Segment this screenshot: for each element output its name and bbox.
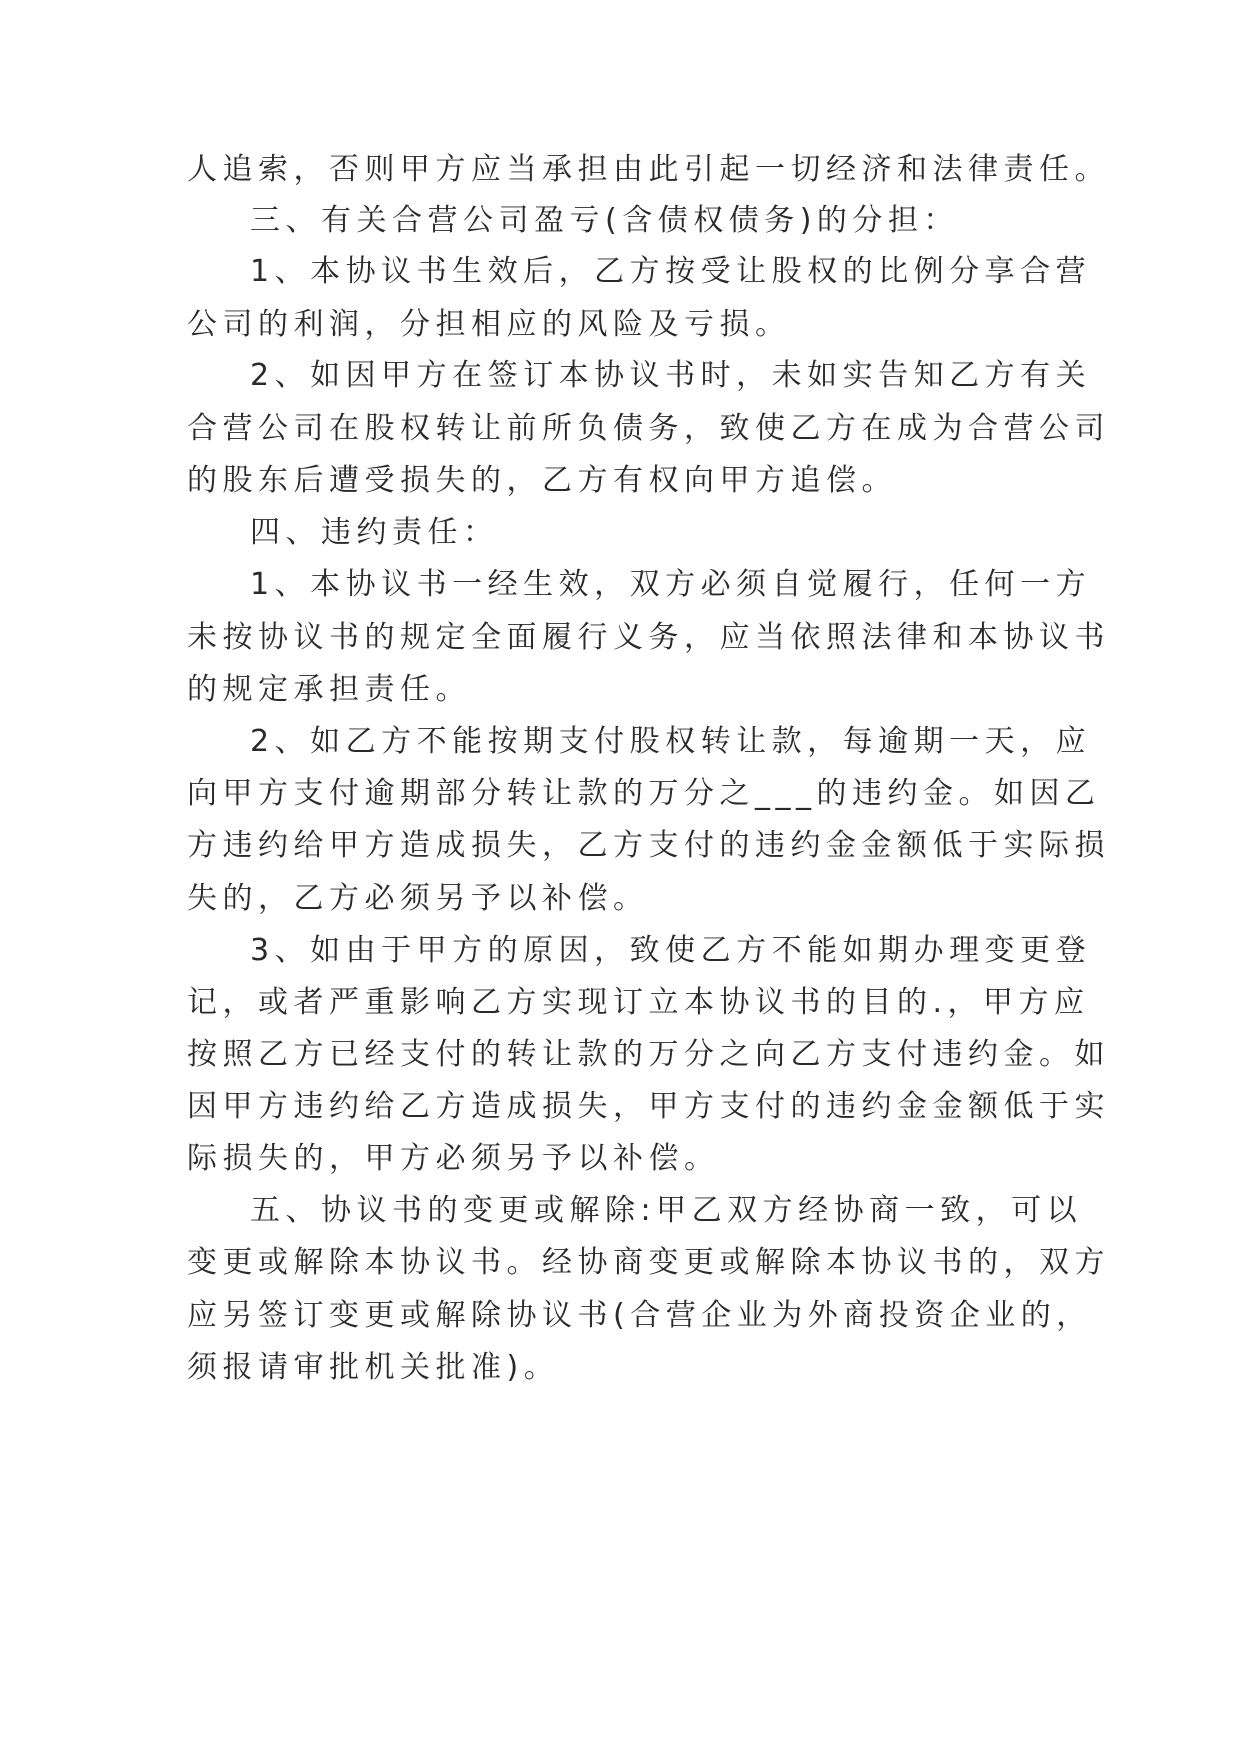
text-line-24: 须报请审批机关批准)。 (187, 1350, 560, 1385)
section-heading-4: 四、违约责任： (250, 515, 499, 550)
text-line-19: 因甲方违约给乙方造成损失，甲方支付的违约金金额低于实 (187, 1089, 1110, 1124)
text-line-14: 方违约给甲方造成损失，乙方支付的违约金金额低于实际损 (187, 828, 1110, 863)
section-heading-5: 五、协议书的变更或解除:甲乙双方经协商一致，可以 (250, 1193, 1083, 1228)
text-line-10: 未按协议书的规定全面履行义务，应当依照法律和本协议书 (187, 620, 1110, 655)
text-line-18: 按照乙方已经支付的转让款的万分之向乙方支付违约金。如 (187, 1037, 1110, 1072)
text-line-22: 变更或解除本协议书。经协商变更或解除本协议书的，双方 (187, 1245, 1110, 1280)
text-line-1: 人追索，否则甲方应当承担由此引起一切经济和法律责任。 (187, 152, 1110, 187)
text-line-17: 记，或者严重影响乙方实现订立本协议书的目的.，甲方应 (187, 985, 1090, 1020)
text-line-3: 1、本协议书生效后，乙方按受让股权的比例分享合营 (250, 254, 1092, 289)
text-line-15: 失的，乙方必须另予以补偿。 (187, 881, 649, 916)
text-line-12: 2、如乙方不能按期支付股权转让款，每逾期一天，应 (250, 724, 1092, 759)
text-line-4: 公司的利润，分担相应的风险及亏损。 (187, 307, 791, 342)
text-line-11: 的规定承担责任。 (187, 672, 471, 707)
text-line-16: 3、如由于甲方的原因，致使乙方不能如期办理变更登 (250, 933, 1092, 968)
text-line-23: 应另签订变更或解除协议书(合营企业为外商投资企业的， (187, 1298, 1092, 1333)
text-line-9: 1、本协议书一经生效，双方必须自觉履行，任何一方 (250, 567, 1092, 602)
text-line-6: 合营公司在股权转让前所负债务，致使乙方在成为合营公司 (187, 411, 1110, 446)
text-line-20: 际损失的，甲方必须另予以补偿。 (187, 1141, 720, 1176)
text-line-7: 的股东后遭受损失的，乙方有权向甲方追偿。 (187, 463, 897, 498)
section-heading-3: 三、有关合营公司盈亏(含债权债务)的分担： (250, 203, 959, 238)
text-line-13: 向甲方支付逾期部分转让款的万分之___的违约金。如因乙 (187, 776, 1101, 811)
text-line-5: 2、如因甲方在签订本协议书时，未如实告知乙方有关 (250, 358, 1092, 393)
